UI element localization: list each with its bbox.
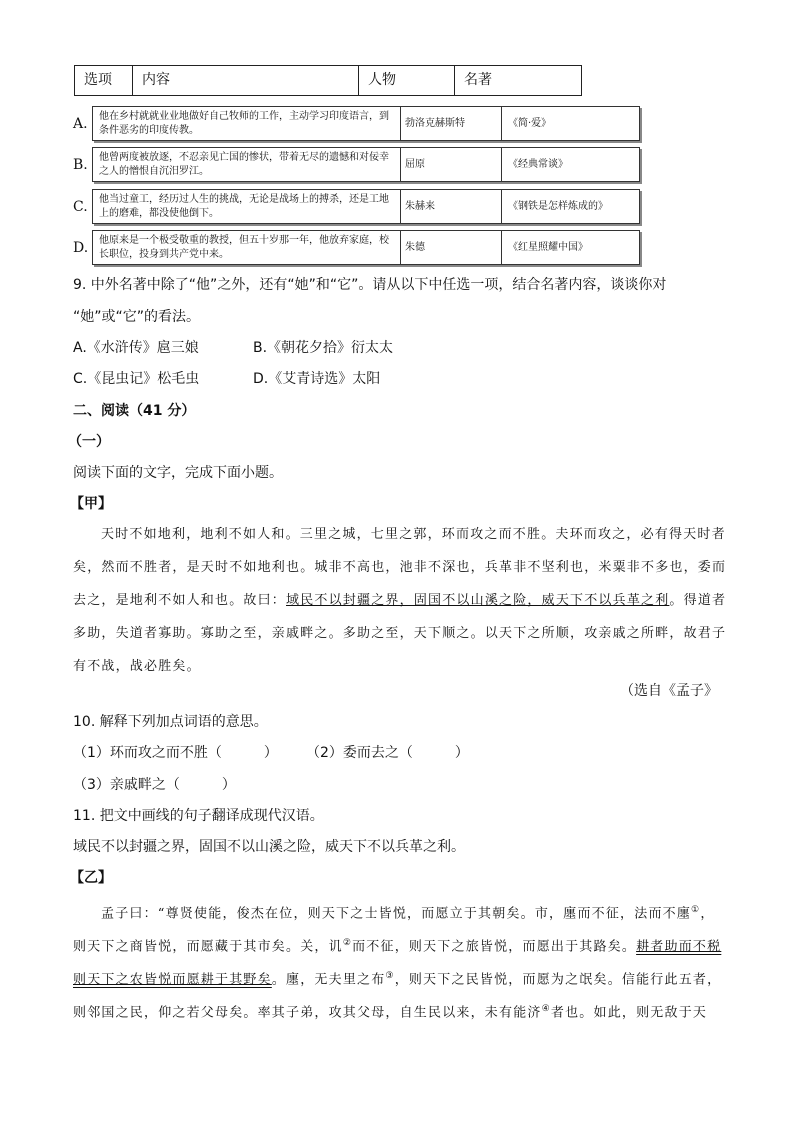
option-person: 屈原	[401, 148, 502, 181]
jia-line	[73, 584, 727, 617]
option-book: 《简·爱》	[508, 117, 552, 129]
header-book: 名著	[464, 72, 492, 88]
header-content: 内容	[133, 66, 359, 95]
option-row	[92, 147, 640, 182]
q9-option-d: D.《艾青诗选》太阳	[253, 371, 381, 387]
option-book: 《红星照耀中国》	[508, 241, 588, 253]
q9-option-b: B.《朝花夕拾》衍太太	[253, 340, 394, 356]
option-content: 他在乡村就就业业地做好自己牧师的工作，主动学习印度语言，到条件恶劣的印度传教。	[93, 107, 401, 140]
header-option: 选项	[75, 66, 133, 95]
yi-text: 则邻国之民，仰之若父母矣。率其子弟，攻其父母，自生民以来，未有能济	[73, 1005, 542, 1021]
header-person: 人物	[359, 66, 455, 95]
footnote-marker: ③	[385, 971, 395, 981]
yi-text: 。廛，无夫里之布	[271, 972, 386, 988]
yi-text: 则天下之商皆悦，而愿藏于其市矣。关，讥	[73, 939, 343, 955]
option-label: B.	[73, 157, 88, 173]
passage-jia-label: 【甲】	[70, 496, 112, 512]
instruction: 阅读下面的文字，完成下面小题。	[73, 465, 283, 481]
option-row	[92, 230, 640, 265]
option-book: 《钢铁是怎样炼成的》	[508, 200, 608, 212]
jia-line: 多助，失道者寡助。寡助之至，亲戚畔之。多助之至，天下顺之。以天下之所顺，攻亲戚之所畔，故君子	[73, 626, 727, 641]
yi-line	[73, 993, 723, 1029]
section-title: 二、阅读（41 分）	[73, 403, 196, 419]
footnote-marker: ①	[691, 905, 701, 915]
q9-option-a: A.《水浒传》扈三娘	[73, 340, 199, 356]
option-label: D.	[73, 240, 89, 256]
q9-line2: “她”或“它”的看法。	[73, 309, 201, 325]
underlined-sentence: 域民不以封疆之界，固国不以山溪之险，威天下不以兵革之利	[286, 593, 670, 608]
jia-line: 矣，然而不胜者，是天时不如地利也。城非不高也，池非不深也，兵革非不坚利也，米粟非不多也，委而	[73, 560, 727, 575]
jia-line: 有不战，战必胜矣。	[73, 659, 201, 674]
jia-line: 天时不如地利，地利不如人和。三里之城，七里之郭，环而攻之而不胜。夫环而攻之，必有得天时者	[101, 527, 726, 542]
option-label: A.	[73, 116, 88, 132]
option-person: 朱赫来	[401, 190, 502, 223]
yi-text: 孟子曰：“尊贤使能，俊杰在位，则天下之士皆悦，而愿立于其朝矣。市，廛而不征，法而不廛	[101, 906, 692, 922]
footnote-marker: ④	[541, 1004, 551, 1014]
jia-text: 。得道者	[669, 593, 727, 608]
yi-line	[73, 927, 723, 963]
option-content: 他当过童工，经历过人生的挑战，无论是战场上的搏杀，还是工地上的磨难，都没使他倒下。	[93, 190, 401, 223]
jia-text: 去之，是地利不如人和也。故曰：	[73, 593, 287, 608]
option-label: C.	[73, 199, 88, 215]
q9-option-c: C.《昆虫记》松毛虫	[73, 371, 200, 387]
header-table	[74, 65, 582, 96]
q10-item-3: （3）亲戚畔之（ ）	[73, 777, 236, 793]
q11-title: 11. 把文中画线的句子翻译成现代汉语。	[73, 808, 324, 824]
passage-yi-label: 【乙】	[70, 870, 112, 886]
yi-text: ，则天下之民皆悦，而愿为之氓矣。信能行此五者，	[394, 972, 722, 988]
q11-sentence: 域民不以封疆之界，固国不以山溪之险，威天下不以兵革之利。	[73, 839, 465, 855]
yi-text: 者也。如此，则无敌于天	[550, 1005, 708, 1021]
option-person: 勃洛克赫斯特	[401, 107, 502, 140]
source-note: （选自《孟子》	[620, 683, 718, 699]
yi-text: ，	[700, 906, 715, 922]
q10-title: 10. 解释下列加点词语的意思。	[73, 714, 268, 730]
subsection-title: （一）	[68, 434, 110, 450]
option-content: 他曾两度被放逐，不忍亲见亡国的惨状，带着无尽的遗憾和对佞幸之人的憎恨自沉汨罗江。	[93, 148, 401, 181]
yi-text: 而不征，则天下之旅皆悦，而愿出于其路矣。	[352, 939, 637, 955]
option-row	[92, 106, 640, 141]
option-content: 他原来是一个极受敬重的教授，但五十岁那一年，他放弃家庭，校长职位，投身到共产党中来。	[93, 231, 401, 264]
option-row	[92, 189, 640, 224]
option-book: 《经典常谈》	[508, 158, 568, 170]
yi-line	[101, 894, 751, 930]
option-person: 朱德	[401, 231, 502, 264]
underlined-sentence: 耕者助而不税	[636, 939, 722, 955]
q10-item-1: （1）环而攻之而不胜（ ）	[73, 745, 278, 761]
q10-item-2: （2）委而去之（ ）	[306, 745, 469, 761]
yi-line	[73, 960, 723, 996]
q9-line1: 9. 中外名著中除了“他”之外，还有“她”和“它”。请从以下中任选一项，结合名著内容，谈谈你对	[73, 277, 667, 293]
underlined-sentence: 则天下之农皆悦而愿耕于其野矣	[73, 972, 272, 988]
footnote-marker: ②	[342, 938, 353, 948]
